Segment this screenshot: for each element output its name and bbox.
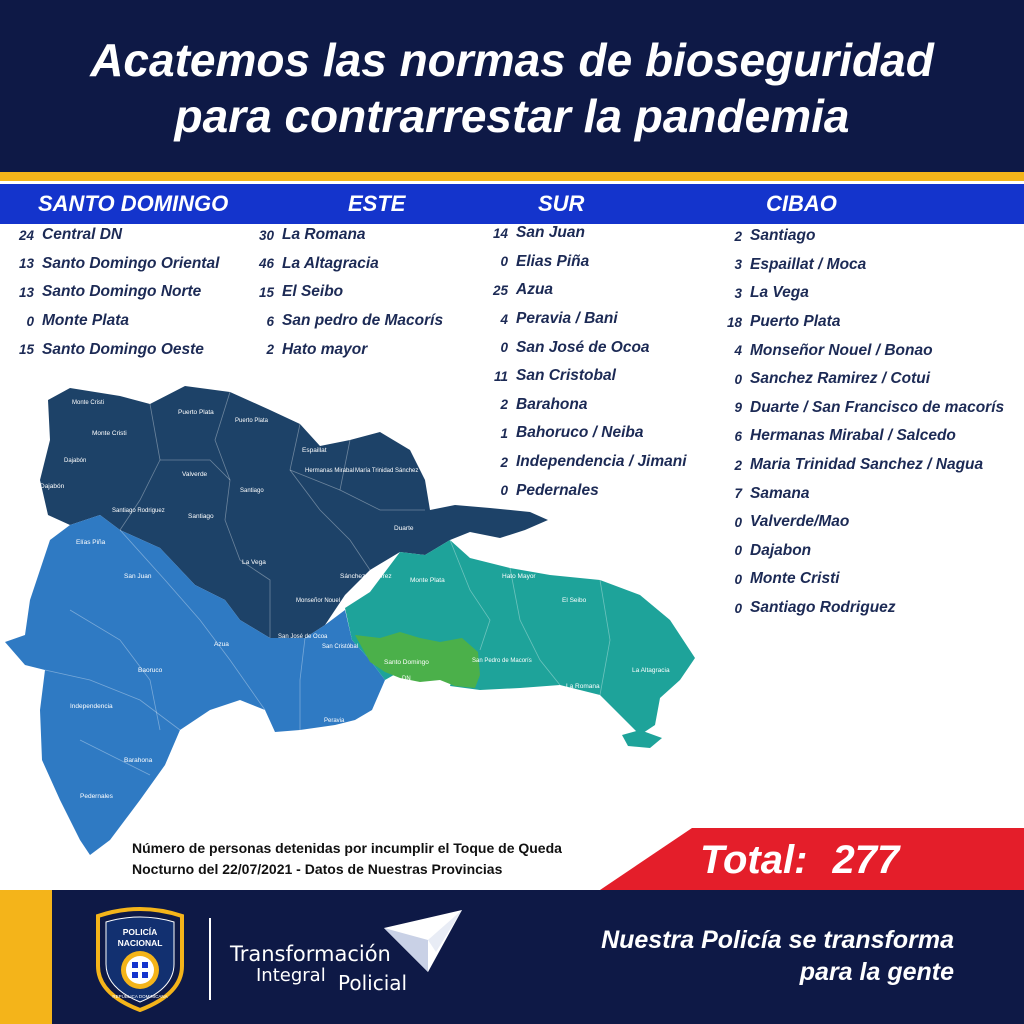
province-name: Santo Domingo Norte: [42, 283, 202, 301]
province-name: Independencia / Jimani: [516, 453, 687, 471]
map-label-la-romana: La Romana: [566, 683, 600, 690]
map-label-dn: DN: [402, 676, 411, 682]
detained-count: 18: [726, 314, 742, 330]
province-name: Santiago: [750, 227, 816, 245]
list-item: [250, 250, 443, 279]
detained-count: 46: [258, 256, 274, 272]
header-banner: [0, 0, 1024, 172]
region-label-cibao: CIBAO: [766, 191, 837, 216]
detained-count: 6: [734, 428, 742, 444]
list-item: [718, 508, 1004, 537]
province-name: Santo Domingo Oriental: [42, 254, 220, 272]
map-label-duarte: Duarte: [394, 525, 414, 532]
province-name: Barahona: [516, 395, 588, 413]
list-cibao: [718, 222, 1004, 622]
map-label-azua: Azua: [214, 641, 229, 648]
detained-count: 0: [734, 514, 742, 530]
list-item: [718, 365, 1004, 394]
list-item: [718, 308, 1004, 337]
province-name: El Seibo: [282, 283, 344, 301]
map-label-la-altagracia: La Altagracia: [632, 667, 670, 674]
map-label-baoruco: Baoruco: [138, 667, 163, 674]
slogan-line-2: para la gente: [799, 958, 954, 986]
detained-count: 0: [500, 483, 508, 499]
list-item: [484, 333, 687, 362]
province-name: Hato mayor: [282, 340, 368, 358]
list-item: [718, 565, 1004, 594]
list-este: [250, 221, 443, 364]
detained-count: 13: [18, 284, 34, 300]
brand-line-2b: Policial: [338, 971, 408, 995]
list-item: [718, 336, 1004, 365]
list-item: [10, 335, 219, 364]
province-name: Maria Trinidad Sanchez / Nagua: [750, 456, 984, 474]
detained-count: 1: [500, 425, 508, 441]
badge-text-ring: REPÚBLICA DOMINICANA: [112, 994, 168, 999]
list-item: [250, 307, 443, 336]
map-label-la-vega: La Vega: [242, 559, 266, 566]
map-label-dajabon-small: Dajabón: [64, 458, 87, 464]
detained-count: 9: [734, 400, 742, 416]
province-name: Monseñor Nouel / Bonao: [750, 341, 933, 359]
map-label-monte-plata: Monte Plata: [410, 577, 445, 584]
map-label-independencia: Independencia: [70, 703, 113, 710]
detained-count: 0: [734, 371, 742, 387]
list-item: [718, 479, 1004, 508]
province-name: Pedernales: [516, 481, 599, 499]
detained-count: 7: [734, 486, 742, 502]
province-name: Bahoruco / Neiba: [516, 424, 644, 442]
detained-count: 4: [500, 311, 508, 327]
map-label-el-seibo: El Seibo: [562, 597, 587, 604]
province-name: San José de Ocoa: [516, 338, 650, 356]
province-name: Dajabon: [750, 541, 812, 559]
footer-divider: [209, 918, 211, 1000]
caption-line-1: Número de personas detenidas por incumplir el Toque de Queda: [132, 840, 562, 856]
map-label-san-cristobal: San Cristóbal: [322, 644, 359, 650]
map-label-sanchez-ramirez: Sánchez Ramírez: [340, 573, 392, 580]
police-badge-icon: [92, 906, 188, 1012]
map-label-elias-pina: Elías Piña: [76, 539, 106, 546]
province-name: San pedro de Macorís: [282, 312, 444, 330]
detained-count: 0: [734, 543, 742, 559]
province-name: Monte Cristi: [750, 570, 840, 588]
list-item: [718, 422, 1004, 451]
map-label-hato-mayor: Hato Mayor: [502, 573, 536, 580]
detained-count: 13: [18, 256, 34, 272]
detained-count: 3: [734, 285, 742, 301]
detained-count: 14: [492, 225, 508, 241]
detained-count: 0: [734, 600, 742, 616]
detained-count: 0: [500, 340, 508, 356]
province-name: Monte Plata: [42, 312, 129, 330]
map-saona-island: [622, 730, 662, 748]
map-label-monte-cristi-small: Monte Cristi: [72, 400, 105, 406]
map-label-hermanas-mirabal: Hermanas Mirabal: [305, 468, 355, 474]
caption-line-2: Nocturno del 22/07/2021 - Datos de Nuestras Provincias: [132, 861, 503, 877]
page-title: [0, 32, 1024, 144]
list-item: [718, 451, 1004, 480]
map-label-dajabon: Dajabón: [40, 483, 65, 490]
province-name: Central DN: [42, 226, 123, 244]
province-name: Samana: [750, 484, 810, 502]
title-line-2: para contrarrestar la pandemia: [174, 90, 850, 142]
detained-count: 24: [18, 227, 34, 243]
map-label-maria-trinidad: María Trinidad Sánchez: [355, 468, 419, 474]
province-name: La Romana: [282, 226, 366, 244]
province-name: La Vega: [750, 284, 809, 302]
map-label-valverde: Valverde: [182, 471, 208, 478]
map-label-santiago-small: Santiago: [240, 488, 264, 494]
brand-line-1: Transformación: [230, 942, 391, 966]
region-header-bar: [0, 184, 1024, 224]
detained-count: 0: [500, 254, 508, 270]
paper-plane-icon: [384, 910, 464, 978]
province-name: Azua: [516, 281, 554, 299]
list-item: [484, 219, 687, 248]
province-name: Hermanas Mirabal / Salcedo: [750, 427, 956, 445]
province-name: Duarte / San Francisco de macorís: [750, 398, 1005, 416]
list-item: [10, 221, 219, 250]
region-label-sur: SUR: [538, 191, 585, 216]
map-label-barahona: Barahona: [124, 757, 153, 764]
province-name: San Cristobal: [516, 367, 616, 385]
gold-stripe: [0, 172, 1024, 181]
title-line-1: Acatemos las normas de bioseguridad: [90, 34, 934, 86]
detained-count: 0: [734, 571, 742, 587]
province-name: Elias Piña: [516, 252, 590, 270]
list-item: [484, 305, 687, 334]
list-item: [718, 394, 1004, 423]
footer-gold-bar: [0, 890, 52, 1024]
map-label-san-pedro: San Pedro de Macorís: [472, 658, 532, 664]
map-label-samana: Samaná: [458, 491, 483, 498]
detained-count: 0: [26, 313, 34, 329]
detained-count: 2: [734, 457, 742, 473]
badge-text-mid: NACIONAL: [117, 938, 163, 948]
province-name: Santo Domingo Oeste: [42, 340, 204, 358]
list-item: [10, 250, 219, 279]
detained-count: 11: [493, 368, 508, 384]
map-label-espaillat: Espaillat: [302, 447, 327, 454]
detained-count: 2: [266, 342, 274, 358]
detained-count: 6: [266, 313, 274, 329]
detained-count: 30: [258, 227, 274, 243]
province-name: Santiago Rodriguez: [750, 599, 896, 617]
map-label-monsenor-nouel: Monseñor Nouel: [296, 598, 341, 604]
province-name: La Altagracia: [282, 254, 379, 272]
map-label-san-juan: San Juan: [124, 573, 152, 580]
list-item: [250, 335, 443, 364]
total-value: 277: [832, 838, 900, 882]
slogan-line-1: Nuestra Policía se transforma: [601, 926, 954, 954]
list-item: [10, 307, 219, 336]
detained-count: 2: [734, 228, 742, 244]
total-count: [700, 836, 899, 884]
detained-count: 15: [18, 342, 34, 358]
detained-count: 2: [500, 454, 508, 470]
province-name: San Juan: [516, 224, 585, 242]
list-item: [718, 251, 1004, 280]
list-item: [718, 222, 1004, 251]
list-santo-domingo: [10, 221, 219, 364]
map-label-santiago-rodriguez: Santiago Rodriguez: [112, 508, 165, 514]
detained-count: 25: [492, 282, 508, 298]
map-label-pedernales: Pedernales: [80, 793, 113, 800]
list-item: [484, 276, 687, 305]
region-label-este: ESTE: [348, 191, 406, 216]
map-label-puerto-plata-small: Puerto Plata: [235, 418, 269, 424]
map-label-puerto-plata: Puerto Plata: [178, 409, 214, 416]
caption: [132, 838, 562, 880]
map-label-monte-cristi: Monte Cristi: [92, 430, 127, 437]
detained-count: 4: [734, 343, 742, 359]
province-name: Peravia / Bani: [516, 310, 618, 328]
dominican-republic-map: [0, 380, 700, 880]
list-item: [718, 279, 1004, 308]
region-label-santo-domingo: SANTO DOMINGO: [38, 191, 229, 216]
footer: [0, 890, 1024, 1024]
detained-count: 3: [734, 257, 742, 273]
map-label-santo-domingo: Santo Domingo: [384, 659, 429, 666]
badge-text-top: POLICÍA: [122, 927, 158, 937]
slogan: [601, 924, 954, 988]
province-name: Sanchez Ramirez / Cotui: [750, 370, 931, 388]
brand-line-2a: Integral: [256, 965, 326, 986]
map-label-san-jose-ocoa: San José de Ocoa: [278, 634, 328, 640]
list-item: [718, 537, 1004, 566]
province-name: Puerto Plata: [750, 313, 841, 331]
detained-count: 15: [258, 284, 274, 300]
province-name: Espaillat / Moca: [750, 255, 867, 273]
list-item: [250, 278, 443, 307]
detained-count: 2: [500, 397, 508, 413]
map-label-peravia: Peravia: [324, 718, 345, 724]
list-item: [10, 278, 219, 307]
list-item: [250, 221, 443, 250]
list-item: [484, 248, 687, 277]
map-label-santiago: Santiago: [188, 513, 214, 520]
province-name: Valverde/Mao: [750, 513, 850, 531]
total-label: Total:: [700, 838, 808, 882]
list-item: [718, 594, 1004, 623]
